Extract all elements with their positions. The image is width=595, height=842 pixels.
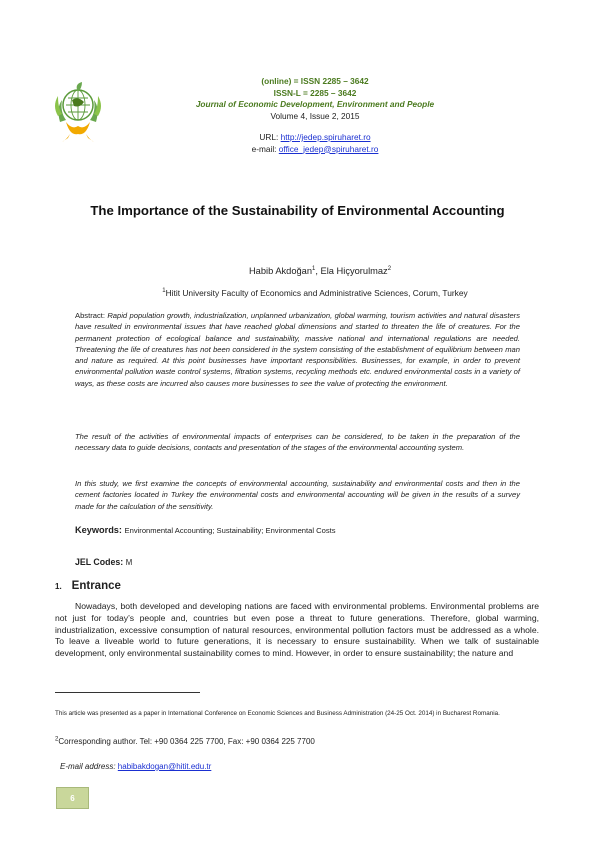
url-line xyxy=(120,132,510,144)
issn-l: ISSN-L = 2285 – 3642 xyxy=(273,87,357,98)
jel-label: JEL Codes: xyxy=(75,557,126,567)
volume-issue: Volume 4, Issue 2, 2015 xyxy=(270,110,360,121)
abstract-paragraph-3 xyxy=(75,478,520,512)
affiliation-text: Hitit University Faculty of Economics and Administrative Sciences, Corum, Turkey xyxy=(165,288,468,298)
body-paragraph: Nowadays, both developed and developing nations are faced with environmental problems. Environmental problems are not just for today’s people and, countries but even pose a threat to future generations. Therefore, global warming, industrialization, excessive consumption of natural resources, environmental pollution factors must be addressed as a whole. To leave a liveable world to future generations, it is necessary to ensure sustainability. When we talk of sustainable development, only environmental sustainability comes to mind. However, in order to ensure sustainability; the nature and xyxy=(55,601,539,659)
abstract-label: Abstract: xyxy=(75,311,108,320)
footnote-divider xyxy=(55,692,200,693)
footnote-corresponding xyxy=(55,737,315,746)
author-1-sup: 1 xyxy=(312,265,316,272)
affiliation xyxy=(60,288,570,298)
email-line xyxy=(120,144,510,156)
url-label: URL: xyxy=(259,132,281,142)
footnote-sup: 2 xyxy=(55,736,59,743)
author-2: Ela Hiçyorulmaz xyxy=(320,266,388,276)
abstract-paragraph-1 xyxy=(75,310,520,389)
section-number: 1. xyxy=(55,582,62,591)
paper-title: The Importance of the Sustainability of Environmental Accounting xyxy=(90,203,505,218)
footnote-contact: Corresponding author. Tel: +90 0364 225 7700, Fax: +90 0364 225 7700 xyxy=(58,737,315,746)
author-email-link[interactable]: habibakdogan@hitit.edu.tr xyxy=(117,762,212,771)
abstract-text-3: In this study, we first examine the concepts of environmental accounting, sustainability and environmental costs and then in the cement factories located in Turkey the environmental costs and environmental accounting will be given in the results of a survey made for the calculation of the sensitivity. xyxy=(75,479,520,511)
keywords-text: Environmental Accounting; Sustainability; Environmental Costs xyxy=(124,526,336,535)
email-label: e-mail: xyxy=(251,143,279,154)
email-address-label: E-mail address: xyxy=(60,762,118,771)
abstract-paragraph-2 xyxy=(75,431,520,454)
keywords-label: Keywords: xyxy=(75,525,125,535)
affiliation-sup: 1 xyxy=(162,288,166,295)
journal-logo-icon xyxy=(52,78,104,144)
jel-text: M xyxy=(125,558,133,567)
jel-codes xyxy=(75,557,132,567)
footnote-presentation: This article was presented as a paper in International Conference on Economic Sciences and Business Administration (24-25 Oct. 2014) in Bucharest Romania. xyxy=(55,710,500,717)
journal-email-link[interactable]: office_jedep@spiruharet.ro xyxy=(278,143,379,154)
author-separator: , xyxy=(315,266,321,276)
abstract-text-1: Rapid population growth, industrialization, unplanned urbanization, global warming, tourism activities and natural disasters have resulted in environmental issues that have reached global dimensions and started to threaten the life of creatures. For the permanent protection of ecological balance and sustainability, massive national and international regulations are needed. Threatening the life of creatures has not been considered in the system consisting of the establishment of equilibrium between man and nature as required. At this point businesses have important responsibilities. Businesses, for example, in order to prevent environmental pollution waste control systems, filtration systems, recycling methods etc. endured environmental costs in a variety of ways, as these costs are incurred also causes more businesses to see the value of protecting the environment. xyxy=(75,311,520,388)
author-2-sup: 2 xyxy=(387,265,392,272)
journal-name: Journal of Economic Development, Environment and People xyxy=(195,99,435,109)
footnote-email xyxy=(60,762,211,771)
author-list xyxy=(170,266,470,276)
keywords xyxy=(75,525,336,535)
journal-url-link[interactable]: http://jedep.spiruharet.ro xyxy=(280,132,371,142)
abstract-text-2: The result of the activities of environmental impacts of enterprises can be considered, to be taken in the preparation of the necessary data to guide decisions, contacts and presentation of the stages of the environmental accounting system. xyxy=(75,432,520,453)
issn-online: (online) = ISSN 2285 – 3642 xyxy=(261,76,369,86)
author-1: Habib Akdoğan xyxy=(248,266,313,276)
section-title: Entrance xyxy=(71,580,121,592)
page-number-badge: 6 xyxy=(56,787,89,809)
journal-header xyxy=(120,76,510,155)
section-heading xyxy=(55,580,121,592)
